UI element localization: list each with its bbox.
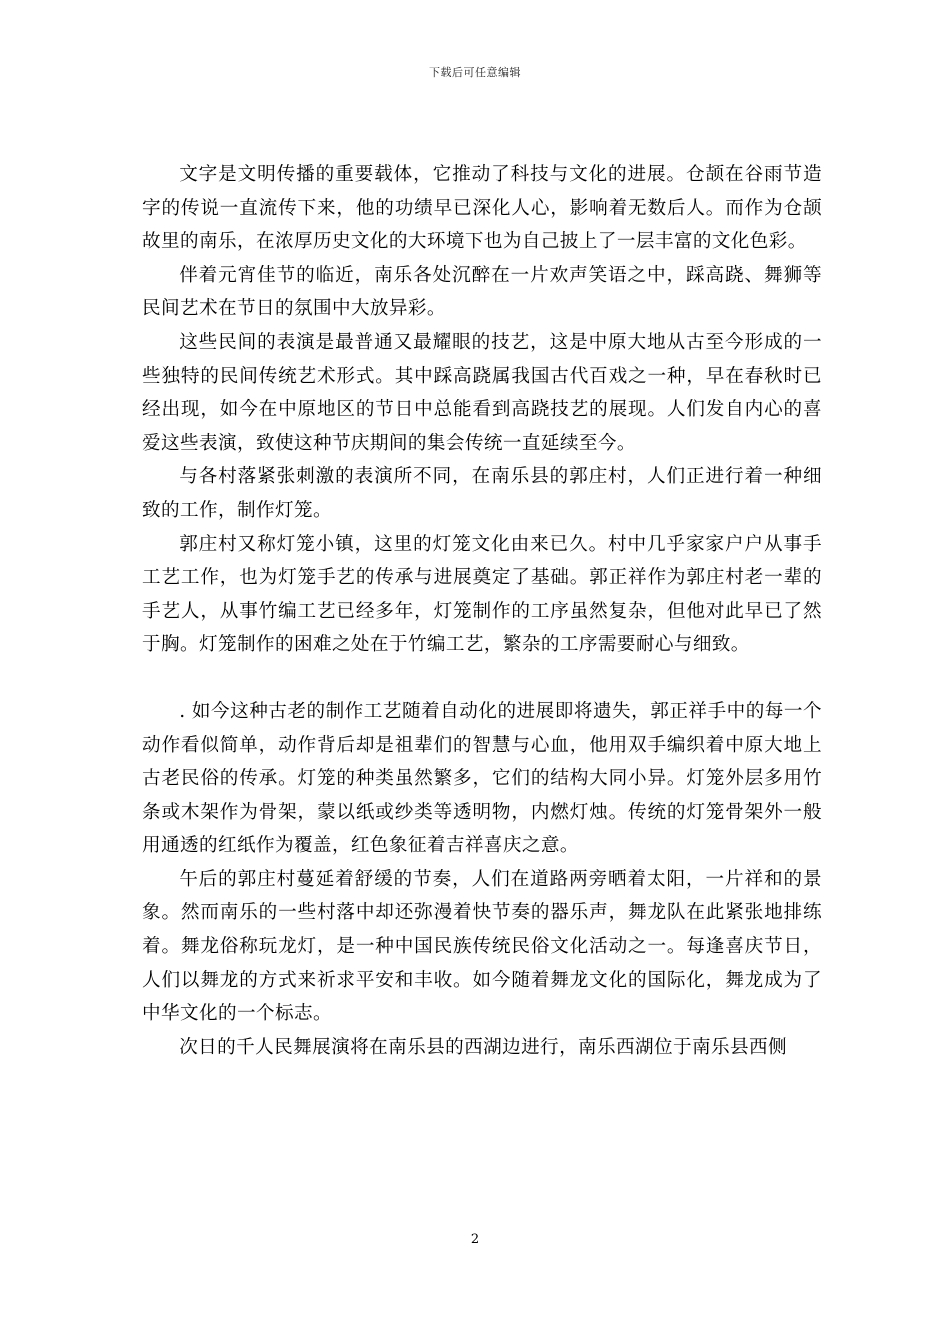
paragraph-gap <box>142 662 822 695</box>
paragraph-folk-performance: 这些民间的表演是最普通又最耀眼的技艺，这是中原大地从古至今形成的一些独特的民间传统艺术形式。其中踩高跷属我国古代百戏之一种，早在春秋时已经出现，如今在中原地区的节日中总能看到高跷技艺的展现。人们发自内心的喜爱这些表演，致使这种节庆期间的集会传统一直延续至今。 <box>142 331 822 454</box>
header-note: 下载后可任意编辑 <box>429 66 521 79</box>
paragraph-dragon-dance: 午后的郭庄村蔓延着舒缓的节奏，人们在道路两旁晒着太阳，一片祥和的景象。然而南乐的一些村落中却还弥漫着快节奏的器乐声，舞龙队在此紧张地排练着。舞龙俗称玩龙灯，是一种中国民族传统民俗文化活动之一。每逢喜庆节日，人们以舞龙的方式来祈求平安和丰收。如今随着舞龙文化的国际化，舞龙成为了中华文化的一个标志。 <box>142 868 822 1025</box>
page-number: 2 <box>470 1232 480 1247</box>
document-body <box>142 158 822 1064</box>
paragraph-lantern-town: 郭庄村又称灯笼小镇，这里的灯笼文化由来已久。村中几乎家家户户从事手工艺工作，也为灯笼手艺的传承与进展奠定了基础。郭正祥作为郭庄村老一辈的手艺人，从事竹编工艺已经多年，灯笼制作的工序虽然复杂，但他对此早已了然于胸。灯笼制作的困难之处在于竹编工艺，繁杂的工序需要耐心与细致。 <box>142 533 822 656</box>
paragraph-cangjie: 文字是文明传播的重要载体，它推动了科技与文化的进展。仓颉在谷雨节造字的传说一直流传下来，他的功绩早已深化人心，影响着无数后人。而作为仓颉故里的南乐，在浓厚历史文化的大环境下也为自己披上了一层丰富的文化色彩。 <box>142 164 822 253</box>
paragraph-craft-heritage: . 如今这种古老的制作工艺随着自动化的进展即将遗失，郭正祥手中的每一个动作看似简单，动作背后却是祖辈们的智慧与心血，他用双手编织着中原大地上古老民俗的传承。灯笼的种类虽然繁多，它们的结构大同小异。灯笼外层多用竹条或木架作为骨架，蒙以纸或纱类等透明物，内燃灯烛。传统的灯笼骨架外一般用通透的红纸作为覆盖，红色象征着吉祥喜庆之意。 <box>142 700 822 857</box>
paragraph-lantern-festival: 伴着元宵佳节的临近，南乐各处沉醉在一片欢声笑语之中，踩高跷、舞狮等民间艺术在节日的氛围中大放异彩。 <box>142 264 822 320</box>
paragraph-guozhuang-village: 与各村落紧张刺激的表演所不同，在南乐县的郭庄村，人们正进行着一种细致的工作，制作灯笼。 <box>142 466 822 521</box>
paragraph-west-lake: 次日的千人民舞展演将在南乐县的西湖边进行，南乐西湖位于南乐县西侧 <box>179 1036 787 1058</box>
